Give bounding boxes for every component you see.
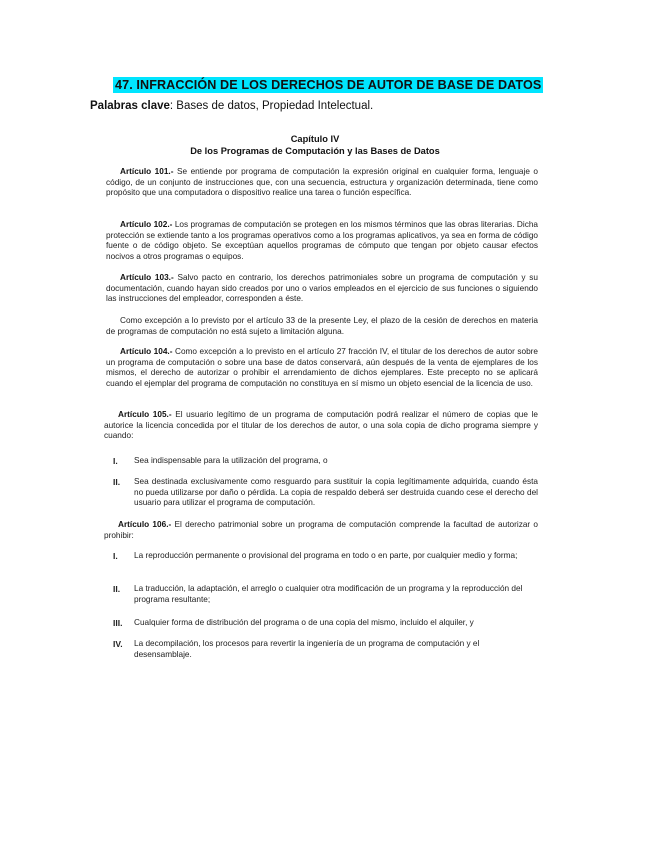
- article-105-label: Artículo 105.-: [118, 410, 172, 419]
- heading-wrap: [113, 76, 543, 94]
- page-title: 47. INFRACCIÓN DE LOS DERECHOS DE AUTOR DE BASE DE DATOS: [115, 78, 542, 92]
- article-106: [104, 520, 538, 541]
- article-105-text: El usuario legítimo de un programa de computación podrá realizar el número de copias que le autorice la licencia concedida por el titular de los derechos de autor, o una sola copia de dicho programa siempre y cuando:: [104, 410, 539, 441]
- article-103: [106, 273, 538, 305]
- article-106-item-1-text: La reproducción permanente o provisional del programa en todo o en parte, por cualquier medio y forma;: [134, 551, 518, 560]
- keywords-line: [90, 100, 373, 112]
- article-104-text: Como excepción a lo previsto en el artículo 27 fracción IV, el titular de los derechos de autor sobre un programa de computación o sobre una base de datos conservará, aún después de la venta de ejemplares de los mismos, el derecho de autorizar o prohibir el arrendamiento de dichos ejemplares. Este precepto no se aplicará cuando el ejemplar del programa de computación no constituya en sí mismo un objeto esencial de la licencia de uso.: [106, 347, 538, 388]
- article-106-item-2-number: II.: [113, 584, 121, 594]
- article-102: [106, 220, 538, 262]
- article-106-text: El derecho patrimonial sobre un programa de computación comprende la facultad de autorizar o prohibir:: [104, 520, 539, 540]
- article-105-item-1-number: I.: [113, 456, 118, 466]
- keywords-label: Palabras clave: [90, 100, 170, 112]
- article-103-text: Salvo pacto en contrario, los derechos patrimoniales sobre un programa de computación y su documentación, cuando hayan sido creados por uno o varios empleados en el ejercicio de sus funciones o siguiendo las instrucciones del empleador, corresponden a éste.: [106, 273, 538, 304]
- article-105: [104, 410, 538, 442]
- article-103-label: Artículo 103.-: [120, 273, 174, 282]
- chapter-title: De los Programas de Computación y las Bases de Datos: [190, 146, 440, 156]
- article-106-item-2-text: La traducción, la adaptación, el arreglo o cualquier otra modificación de un programa y la reproducción del programa resultante;: [134, 584, 523, 604]
- article-106-item-3-text: Cualquier forma de distribución del programa o de una copia del mismo, incluido el alquiler, y: [134, 618, 474, 627]
- article-106-item-4-text: La decompilación, los procesos para revertir la ingeniería de un programa de computación y el desensamblaje.: [134, 639, 480, 659]
- article-101-text: Se entiende por programa de computación la expresión original en cualquier forma, lenguaje o código, de un conjunto de instrucciones que, con una secuencia, estructura y organización determinada, tiene como propósito que una computadora o dispositivo realice una tarea o función específica.: [106, 167, 539, 198]
- article-106-item-1-number: I.: [113, 551, 118, 561]
- article-102-text: Los programas de computación se protegen en los mismos términos que las obras literarias. Dicha protección se extiende tanto a los programas operativos como a los programas aplicativos, ya sea en forma de código fuente o de código objeto. Se exceptúan aquellos programas de cómputo que tengan por objeto causar efectos nocivos a otros programas o equipos.: [106, 220, 539, 261]
- article-101: [106, 167, 538, 199]
- article-103-exception: Como excepción a lo previsto por el artículo 33 de la presente Ley, el plazo de la cesión de derechos en materia de programas de computación no está sujeto a limitación alguna.: [106, 316, 538, 336]
- article-105-item-2-text: Sea destinada exclusivamente como resguardo para sustituir la copia legítimamente adquirida, cuando ésta no pueda utilizarse por daño o pérdida. La copia de respaldo deberá ser destruida cuando cese el derecho del usuario para utilizar el programa de computación.: [134, 477, 538, 508]
- article-104: [106, 347, 538, 389]
- chapter-number: Capítulo IV: [290, 134, 340, 144]
- article-104-label: Artículo 104.-: [120, 347, 173, 356]
- article-106-label: Artículo 106.-: [118, 520, 172, 529]
- article-105-item-1-text: Sea indispensable para la utilización del programa, o: [134, 456, 328, 465]
- article-101-label: Artículo 101.-: [120, 167, 174, 176]
- keywords-text: : Bases de datos, Propiedad Intelectual.: [169, 100, 374, 112]
- article-106-item-3-number: III.: [113, 618, 123, 628]
- article-102-label: Artículo 102.-: [120, 220, 173, 229]
- article-105-item-2-number: II.: [113, 477, 121, 487]
- article-106-item-4-number: IV.: [113, 639, 123, 649]
